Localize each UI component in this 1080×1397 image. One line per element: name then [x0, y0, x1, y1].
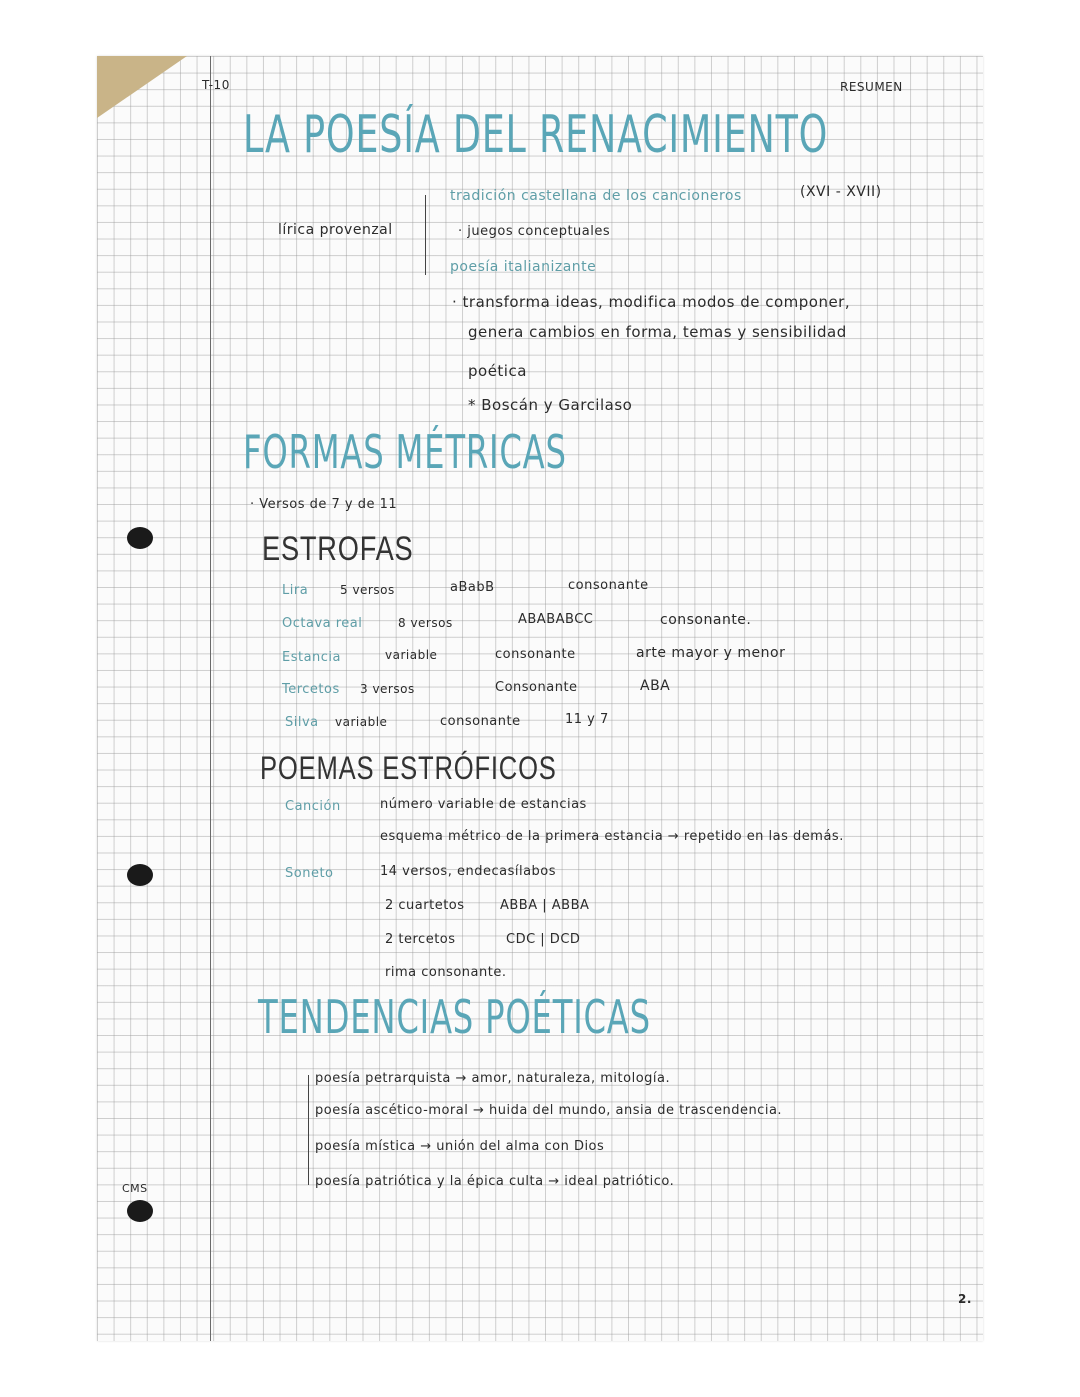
intro-line-2: genera cambios en forma, temas y sensibilidad — [468, 323, 847, 341]
tendencia-item: poesía petrarquista → amor, naturaleza, mitología. — [315, 1071, 671, 1086]
autores-text: * Boscán y Garcilaso — [468, 396, 633, 414]
estrofas-heading: ESTROFAS — [262, 530, 414, 568]
brace — [308, 1075, 309, 1185]
tendencia-item: poesía mística → unión del alma con Dios — [315, 1139, 605, 1154]
estrofa-name: Estancia — [282, 650, 342, 665]
soneto-line-3b: CDC | DCD — [506, 932, 581, 947]
estrofa-cell: variable — [385, 648, 438, 662]
cancion-label: Canción — [285, 799, 341, 814]
estrofa-cell: variable — [335, 715, 388, 729]
estrofa-name: Lira — [282, 583, 309, 598]
soneto-line-4: rima consonante. — [385, 965, 507, 980]
estrofa-cell: 5 versos — [340, 583, 395, 597]
summary-tag: RESUMEN — [840, 80, 903, 94]
estrofa-cell: consonante — [568, 578, 649, 593]
italianizante-text: poesía italianizante — [450, 259, 597, 275]
intro-line-3: poética — [468, 362, 527, 380]
siglos-text: (XVI - XVII) — [800, 184, 882, 200]
estrofa-name: Tercetos — [282, 682, 340, 697]
estrofa-cell: Consonante — [495, 680, 578, 695]
margin-note: CMS — [122, 1182, 148, 1195]
estrofa-cell: 8 versos — [398, 616, 453, 630]
estrofa-cell: ABABABCC — [518, 612, 594, 627]
soneto-line-3a: 2 tercetos — [385, 932, 456, 947]
estrofa-name: Silva — [285, 715, 319, 730]
margin-line — [210, 56, 211, 1341]
soneto-line-2a: 2 cuartetos — [385, 898, 465, 913]
estrofa-cell: 11 y 7 — [565, 712, 609, 727]
page-number: 2. — [958, 1292, 972, 1306]
page-code: T-10 — [202, 78, 230, 92]
brace — [425, 195, 426, 275]
folded-corner — [97, 56, 187, 118]
tradicion-text: tradición castellana de los cancioneros — [450, 188, 742, 204]
formas-heading: FORMAS MÉTRICAS — [243, 425, 567, 479]
punch-hole — [127, 1200, 153, 1222]
punch-hole — [127, 864, 153, 886]
page-title: LA POESÍA DEL RENACIMIENTO — [243, 105, 829, 165]
lirica-label: lírica provenzal — [278, 222, 393, 238]
versos-text: · Versos de 7 y de 11 — [250, 497, 398, 512]
tendencia-item: poesía ascético-moral → huida del mundo, ansia de trascendencia. — [315, 1103, 783, 1118]
cancion-line-2: esquema métrico de la primera estancia → repetido en las demás. — [380, 829, 844, 844]
tendencia-item: poesía patriótica y la épica culta → ideal patriótico. — [315, 1174, 675, 1189]
estrofa-cell: consonante — [495, 647, 576, 662]
estrofa-cell: aBabB — [450, 580, 495, 595]
intro-line-1: · transforma ideas, modifica modos de componer, — [452, 293, 851, 311]
estrofa-cell: arte mayor y menor — [636, 645, 786, 661]
soneto-line-1: 14 versos, endecasílabos — [380, 864, 557, 879]
poemas-heading: POEMAS ESTRÓFICOS — [260, 750, 557, 786]
estrofa-name: Octava real — [282, 616, 363, 631]
juegos-text: · juegos conceptuales — [458, 224, 611, 239]
punch-hole — [127, 527, 153, 549]
estrofa-cell: consonante — [440, 714, 521, 729]
estrofa-cell: 3 versos — [360, 682, 415, 696]
estrofa-cell: ABA — [640, 678, 671, 694]
estrofa-cell: consonante. — [660, 612, 752, 628]
soneto-line-2b: ABBA | ABBA — [500, 898, 590, 913]
soneto-label: Soneto — [285, 866, 334, 881]
cancion-line-1: número variable de estancias — [380, 797, 587, 812]
tendencias-heading: TENDENCIAS POÉTICAS — [258, 990, 651, 1044]
